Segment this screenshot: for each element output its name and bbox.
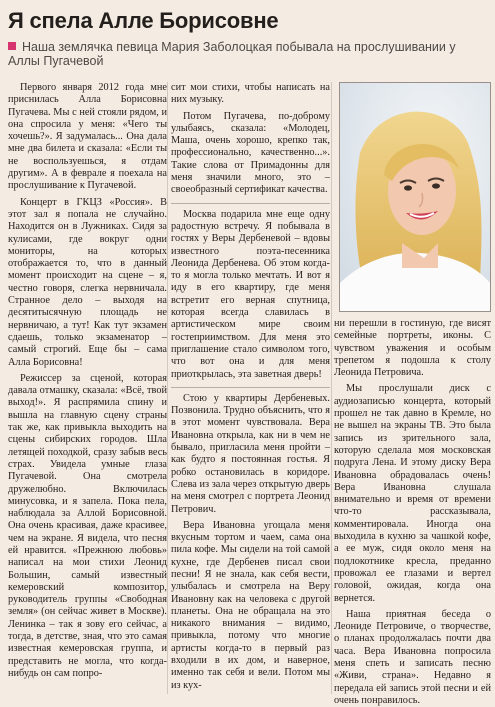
paragraph: Режиссер за сценой, которая давала отмашку, сказала: «Всё, твой выход!». Я распрямила спину и вышла на главную сцену страны так же, как привыкла выходить на сцены сибирских городов. Шла летящей походкой, сразу забыв весь страх. Увидела умные глаза Пугачевой. Она смотрела дружелюбно. Включилась минусовка, и я запела. Пока пела, наблюдала за Аллой Борисовной. Она очень красивая, даже красивее, чем на экране. Я видела, что песня ей нравится. «Прежнюю любовь» написал на мои стихи Леонид Большин, самый известный кемеровский композитор, руководитель группы «Свободная земля» (он сейчас живет в Москве). Ленинка – так я зову его сейчас, а тогда, в детстве, зная, что это самая известная кемеровская группа, и представить не могла, что когда-нибудь он сам попро- [8,372,167,679]
paragraph: сит мои стихи, чтобы написать на них музыку. [171,82,330,106]
paragraph: Первого января 2012 года мне приснилась Алла Борисовна Пугачева. Мы с ней стояли рядом, и она спросила у меня: «Чего ты хочешь?». Я задумалась... Она дала мне два билета и сказала: «Если ты не воспользуешься, я отдам другим». А в феврале я поехала на прослушивание к Пугачевой. [8,82,167,192]
article-column-3 [334,318,491,706]
paragraph: Мы прослушали диск с аудиозаписью концерта, который прошел не так давно в Кремле, но не вышел на экраны ТВ. Это была запись из зрительного зала, которую сделала моя московская подруга Лена. И этому диску Вера Ивановна обрадовалась очень! Вера Ивановна слушала внимательно и время от времени что-то рассказывала, комментировала. Иногда она выходила в кухню за чашкой кофе, а ее муж, сидя около меня на подлокотнике кресла, преданно провожал ее глазами и вертел головой, ожидая, когда она вернется. [334,383,491,604]
paragraph: Стою у квартиры Дербеневых. Позвонила. Трудно объяснить, что я в этот момент чувствовала. Вера Ивановна открыла, как ни в чем не бывало, пригласила меня пройти – как будто я постоянная гостья. Я робко остановилась в коридоре. Слева из зала через открытую дверь на меня смотрел с портрета Леонид Петрович. [171,387,330,516]
paragraph: Потом Пугачева, по-доброму улыбаясь, сказала: «Молодец, Маша, очень хорошо, крепко так, профессионально, качественно...». Такие слова от Примадонны для меня значили много, это – своеобразный сертификат качества. [171,110,330,196]
article-column-1 [8,82,167,694]
column-divider [167,82,168,694]
paragraph: Москва подарила мне еще одну радостную встречу. Я побывала в гостях у Веры Дербеневой – вдовы известного поэта-песенника Леонида Дербенева. Об этом когда-то я могла только мечтать. И вот я иду в его квартиру, где меня встретит его верная спутница, которая всегда славилась в артистическом мире своим гостеприимством. Для меня это приглашение стало символом того, что вот она и для меня приоткрылась, эта заветная дверь! [171,203,330,381]
article-headline: Я спела Алле Борисовне [8,8,279,33]
portrait-photo [339,82,491,312]
lead-text: Наша землячка певица Мария Заболоцкая побывала на прослушивании у Аллы Пугачевой [8,40,456,68]
article-lead [8,40,488,68]
lead-square-icon [8,42,16,50]
paragraph: Наша приятная беседа о Леониде Петровиче, о творчестве, о планах продолжалась почти два часа. Вера Ивановна попросила меня спеть и записать песню «Живи, страна». Недавно я передала ей запись этой песни и ей очень понравилось. [334,608,491,706]
column-divider [331,82,332,694]
paragraph: ни перешли в гостиную, где висят семейные портреты, иконы. С чувством уважения и особым трепетом я подошла к столу Леонида Петровича. [334,318,491,379]
article-column-2 [171,82,330,694]
paragraph: Вера Ивановна угощала меня вкусным тортом и чаем, сама она пила кофе. Мы сидели на той самой кухне, где Дербенев писал свои песни! Я не знала, как себя вести, улыбалась и смотрела на Веру Ивановну как на человека с другой планеты. Она не обращала на это никакого внимания – видимо, привыкла, потому что многие артисты когда-то в первый раз входили в их дом, и наверное, именно так себя и вели. Потом мы из кух- [171,519,330,691]
paragraph: Концерт в ГКЦЗ «Россия». В этот зал я попала не случайно. Находится он в Лужниках. Сидя за кулисами, где вокруг одни мониторы, на которых отображается то, что в данный момент происходит на сцене – я, честно говоря, слегка нервничала. Странное дело – выходя на десятитысячную площадь не нервничаю, а тут! Как тут экзамен сдаешь, только экзаменатор – самый строгий. Еще бы – сама Алла Борисовна! [8,196,167,368]
portrait-illustration [340,83,490,311]
